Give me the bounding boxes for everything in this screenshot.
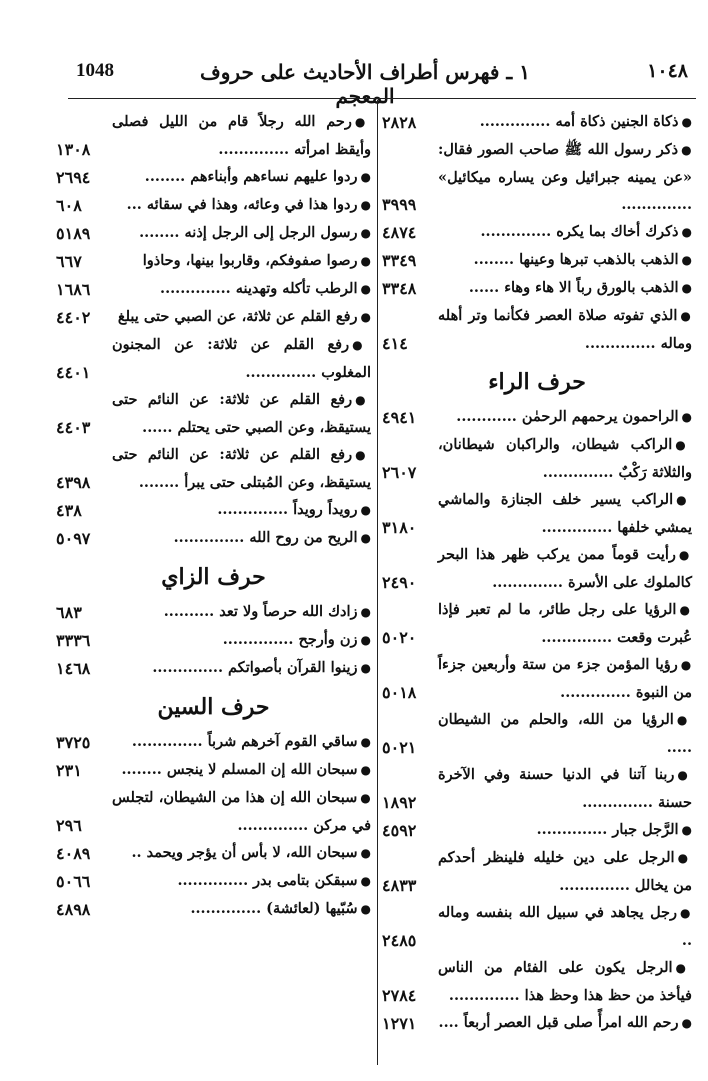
hadith-number: ٤٥٩٢: [382, 821, 417, 840]
index-entry: [382, 651, 692, 706]
entry-text: سبحان الله إن هذا من الشيطان، لتجلس في مركن ..............: [112, 789, 371, 834]
index-entry: [56, 163, 371, 191]
bullet-icon: ●: [681, 115, 692, 129]
entry-text: الرَّجل جبار ..............: [536, 821, 679, 838]
index-entry: [382, 136, 692, 218]
bullet-icon: ●: [360, 282, 371, 296]
page-number-arabic: ١٠٤٨: [647, 60, 688, 82]
entry-text: رفع القلم عن ثلاثة: عن المجنون المغلوب ..............: [112, 336, 371, 381]
index-entry: [56, 441, 371, 496]
bullet-icon: ●: [360, 310, 371, 324]
hadith-number: ٤٠٨٩: [56, 844, 91, 863]
hadith-number: ٤٣٨: [56, 501, 82, 520]
hadith-number: ٣٣٤٩: [382, 251, 417, 270]
entry-text: رويداً رويداً ..............: [217, 501, 358, 518]
entry-text-block: [438, 218, 692, 246]
hadith-number: ٣٧٢٥: [56, 733, 91, 752]
entry-text: الذهب بالذهب تبرها وعينها ........: [473, 251, 679, 268]
entry-text: الرطب تأكله وتهدينه ..............: [160, 280, 358, 297]
index-entry: [382, 541, 692, 596]
bullet-icon: ●: [360, 226, 371, 240]
index-entry: [56, 626, 371, 654]
index-entry: [382, 108, 692, 136]
bullet-icon: ●: [675, 438, 692, 452]
entry-text: سُبّيها (لعائشة) ..............: [190, 900, 358, 917]
entry-text-block: [438, 706, 692, 761]
entry-text: ذكاة الجنين ذكاة أمه ..............: [479, 113, 679, 130]
bullet-icon: ●: [675, 961, 692, 975]
bullet-icon: ●: [360, 902, 371, 916]
index-entry: [56, 784, 371, 839]
hadith-number: ١٣٠٨: [56, 140, 91, 159]
hadith-number: ٢٦٩٤: [56, 168, 91, 187]
bullet-icon: ●: [681, 225, 692, 239]
entry-text-block: [438, 816, 692, 844]
bullet-icon: ●: [360, 170, 371, 184]
entry-text: الرجل يكون على الفئام من الناس فيأخذ من حظ هذا وحظ هذا ..............: [438, 959, 692, 1004]
entry-text-block: [112, 654, 371, 682]
bullet-icon: ●: [360, 531, 371, 545]
index-entry: [56, 895, 371, 923]
bullet-icon: ●: [681, 410, 692, 424]
entry-text-block: [112, 867, 371, 895]
entry-text-block: [438, 108, 692, 136]
hadith-number: ٤٨٩٨: [56, 900, 91, 919]
bullet-icon: ●: [680, 658, 692, 672]
hadith-number: ١٦٨٦: [56, 280, 91, 299]
bullet-icon: ●: [680, 906, 692, 920]
index-entry: [382, 899, 692, 954]
entry-text: رفع القلم عن ثلاثة: عن النائم حتى يستيقظ، وعن الصبي حتى يحتلم ......: [112, 391, 371, 436]
bullet-icon: ●: [352, 338, 371, 352]
entry-text-block: [112, 784, 371, 839]
entry-text-block: [438, 274, 692, 302]
column-divider: [377, 100, 378, 1065]
entry-text: رجل يجاهد في سبيل الله بنفسه وماله ..: [438, 904, 692, 949]
entry-text-block: [112, 303, 371, 331]
entry-text: رأيت قوماً ممن يركب ظهر هذا البحر كالملوك على الأسرة ..............: [438, 546, 692, 591]
hadith-number: ٥٠٩٧: [56, 529, 91, 548]
entry-text-block: [438, 596, 692, 651]
bullet-icon: ●: [681, 253, 692, 267]
bullet-icon: ●: [360, 254, 371, 268]
entry-text: سبحان الله إن المسلم لا ينجس ........: [121, 761, 358, 778]
entry-text-block: [112, 728, 371, 756]
index-entry: [56, 191, 371, 219]
hadith-number: ٢٩٦: [56, 816, 82, 835]
bullet-icon: ●: [360, 605, 371, 619]
entry-text-block: [112, 496, 371, 524]
header-rule: [68, 98, 696, 99]
index-entry: [382, 844, 692, 899]
entry-text-block: [438, 431, 692, 486]
entry-text: رؤيا المؤمن جزء من ستة وأربعين جزءاً من النبوة ..............: [438, 656, 692, 701]
index-column-left: [56, 108, 371, 923]
entry-text-block: [112, 247, 371, 275]
index-entry: [382, 954, 692, 1009]
section-heading: حرف الزاي: [161, 564, 266, 590]
bullet-icon: ●: [360, 735, 371, 749]
entry-text: الذي تفوته صلاة العصر فكأنما وتر أهله وماله ..............: [438, 307, 692, 352]
hadith-number: ٤٤٠٣: [56, 418, 91, 437]
hadith-number: ٣٣٣٦: [56, 631, 91, 650]
index-entry: [382, 246, 692, 274]
hadith-number: ٤٤٠١: [56, 363, 91, 382]
entry-text: رصوا صفوفكم، وقاربوا بينها، وحاذوا: [142, 252, 358, 269]
hadith-number: ٤٣٩٨: [56, 473, 91, 492]
index-entry: [382, 706, 692, 761]
bullet-icon: ●: [681, 143, 692, 157]
hadith-number: ٦٦٧: [56, 252, 82, 271]
hadith-number: ٢٧٨٤: [382, 986, 417, 1005]
entry-text-block: [112, 598, 371, 626]
entry-text-block: [112, 524, 371, 552]
entry-text-block: [438, 954, 692, 1009]
index-entry: [56, 496, 371, 524]
entry-text: زن وأرجح ..............: [222, 631, 358, 648]
index-entry: [56, 108, 371, 163]
entry-text: زادك الله حرصاً ولا تعد ..........: [163, 603, 358, 620]
hadith-number: ٥٠١٨: [382, 683, 417, 702]
hadith-number: ٦٨٣: [56, 603, 82, 622]
index-entry: [56, 598, 371, 626]
entry-text: الرجل على دين خليله فلينظر أحدكم من يخالل ..............: [438, 849, 692, 894]
index-entry: [56, 756, 371, 784]
hadith-number: ٥٠٢٠: [382, 628, 417, 647]
index-entry: [382, 486, 692, 541]
entry-text: ردوا عليهم نساءهم وأبناءهم ........: [144, 168, 358, 185]
hadith-number: ٢٤٩٠: [382, 573, 417, 592]
entry-text: ردوا هذا في وعائه، وهذا في سقائه ...: [126, 196, 358, 213]
entry-text: الراكب يسير خلف الجنازة والماشي يمشي خلفها ..............: [438, 491, 692, 536]
entry-text: الريح من روح الله ..............: [173, 529, 358, 546]
section-heading: حرف السين: [157, 694, 270, 720]
bullet-icon: ●: [355, 393, 371, 407]
bullet-icon: ●: [678, 548, 692, 562]
index-entry: [56, 275, 371, 303]
bullet-icon: ●: [360, 763, 371, 777]
bullet-icon: ●: [360, 846, 371, 860]
entry-text-block: [112, 386, 371, 441]
entry-text: زينوا القرآن بأصواتكم ..............: [152, 659, 358, 676]
index-entry: [382, 1009, 692, 1037]
entry-text-block: [112, 275, 371, 303]
index-entry: [56, 728, 371, 756]
bullet-icon: ●: [676, 493, 692, 507]
hadith-number: ٤٤٠٢: [56, 308, 91, 327]
entry-text-block: [438, 136, 692, 218]
bullet-icon: ●: [360, 198, 371, 212]
entry-text: الرؤيا من الله، والحلم من الشيطان .....: [438, 711, 692, 756]
bullet-icon: ●: [354, 115, 371, 129]
index-entry: [56, 247, 371, 275]
index-entry: [382, 761, 692, 816]
entry-text: رفع القلم عن ثلاثة، عن الصبي حتى يبلغ: [117, 308, 358, 325]
entry-text-block: [438, 246, 692, 274]
entry-text: الذهب بالورق رباً الا هاء وهاء ......: [468, 279, 679, 296]
index-column-right: [382, 108, 692, 1037]
hadith-number: ٥٠٦٦: [56, 872, 91, 891]
entry-text-block: [438, 403, 692, 431]
index-entry: [382, 218, 692, 246]
entry-text: رسول الرجل إلى الرجل إذنه ........: [139, 224, 358, 241]
hadith-number: ٤٨٣٣: [382, 876, 417, 895]
section-heading: حرف الراء: [488, 369, 586, 395]
index-entry: [56, 654, 371, 682]
bullet-icon: ●: [360, 791, 371, 805]
hadith-number: ٤٨٧٤: [382, 223, 417, 242]
index-entry: [382, 596, 692, 651]
entry-text: رفع القلم عن ثلاثة: عن النائم حتى يستيقظ، وعن المُبتلى حتى يبرأ ........: [112, 446, 371, 491]
hadith-number: ٣٣٤٨: [382, 279, 417, 298]
entry-text-block: [438, 541, 692, 596]
bullet-icon: ●: [677, 768, 692, 782]
entry-text-block: [112, 163, 371, 191]
entry-text: رحم الله امرأً صلى قبل العصر أربعاً ....: [438, 1014, 679, 1031]
entry-text-block: [438, 1009, 692, 1037]
entry-text: الراكب شيطان، والراكبان شيطانان، والثلاثة رَكْبٌ ..............: [438, 436, 692, 481]
index-entry: [56, 219, 371, 247]
entry-text-block: [438, 899, 692, 954]
entry-text-block: [112, 331, 371, 386]
index-entry: [382, 403, 692, 431]
entry-text-block: [438, 302, 692, 357]
index-entry: [56, 331, 371, 386]
entry-text: ربنا آتنا في الدنيا حسنة وفي الآخرة حسنة ..............: [438, 766, 692, 811]
bullet-icon: ●: [360, 874, 371, 888]
hadith-number: ٣٩٩٩: [382, 195, 417, 214]
bullet-icon: ●: [681, 823, 692, 837]
bullet-icon: ●: [676, 713, 692, 727]
entry-text: الرؤيا على رجل طائر، ما لم تعبر فإذا عُبرت وقعت ..............: [438, 601, 692, 646]
entry-text: ذكر رسول الله ﷺ صاحب الصور فقال: «عن يمينه جبرائيل وعن يساره ميكائيل» ..............: [438, 141, 692, 213]
entry-text: سبحان الله، لا بأس أن يؤجر ويحمد ..: [131, 844, 358, 861]
hadith-number: ٥٠٢١: [382, 738, 417, 757]
index-entry: [382, 816, 692, 844]
bullet-icon: ●: [677, 851, 692, 865]
entry-text: ساقي القوم آخرهم شرباً ..............: [131, 733, 358, 750]
index-entry: [56, 839, 371, 867]
bullet-icon: ●: [360, 503, 371, 517]
hadith-number: ٣١٨٠: [382, 518, 417, 537]
entry-text-block: [112, 839, 371, 867]
hadith-number: ٥١٨٩: [56, 224, 91, 243]
bullet-icon: ●: [355, 448, 371, 462]
index-entry: [56, 524, 371, 552]
index-entry: [382, 274, 692, 302]
index-entry: [56, 386, 371, 441]
index-entry: [382, 431, 692, 486]
hadith-number: ٢٣١: [56, 761, 82, 780]
entry-text-block: [112, 108, 371, 163]
index-entry: [56, 867, 371, 895]
hadith-number: ٢٦٠٧: [382, 463, 417, 482]
entry-text-block: [438, 486, 692, 541]
hadith-number: ٤٩٤١: [382, 408, 417, 427]
hadith-number: ٢٤٨٥: [382, 931, 417, 950]
entry-text: الراحمون يرحمهم الرحمٰن ............: [456, 408, 679, 425]
page-title: ١ ـ فهرس أطراف الأحاديث على حروف المعجم: [200, 60, 530, 108]
entry-text-block: [112, 895, 371, 923]
hadith-number: ٤١٤: [382, 334, 408, 353]
bullet-icon: ●: [360, 633, 371, 647]
entry-text: رحم الله رجلاً قام من الليل فصلى وأيقظ امرأته ..............: [112, 113, 371, 158]
entry-text: سبقكن بتامى بدر ..............: [177, 872, 358, 889]
hadith-number: ٦٠٨: [56, 196, 82, 215]
hadith-number: ٢٨٢٨: [382, 113, 417, 132]
hadith-number: ١٢٧١: [382, 1014, 417, 1033]
bullet-icon: ●: [681, 281, 692, 295]
entry-text-block: [112, 191, 371, 219]
bullet-icon: ●: [681, 1016, 692, 1030]
entry-text-block: [112, 441, 371, 496]
bullet-icon: ●: [679, 603, 692, 617]
entry-text-block: [438, 651, 692, 706]
bullet-icon: ●: [360, 661, 371, 675]
index-entry: [382, 302, 692, 357]
bullet-icon: ●: [680, 309, 692, 323]
hadith-number: ١٤٦٨: [56, 659, 91, 678]
page-header: [0, 0, 708, 108]
entry-text-block: [112, 626, 371, 654]
hadith-number: ١٨٩٢: [382, 793, 417, 812]
entry-text-block: [438, 761, 692, 816]
entry-text-block: [438, 844, 692, 899]
entry-text-block: [112, 219, 371, 247]
entry-text-block: [112, 756, 371, 784]
index-entry: [56, 303, 371, 331]
entry-text: ذكرك أخاك بما يكره ..............: [480, 223, 679, 240]
page-number-latin: 1048: [76, 60, 114, 81]
